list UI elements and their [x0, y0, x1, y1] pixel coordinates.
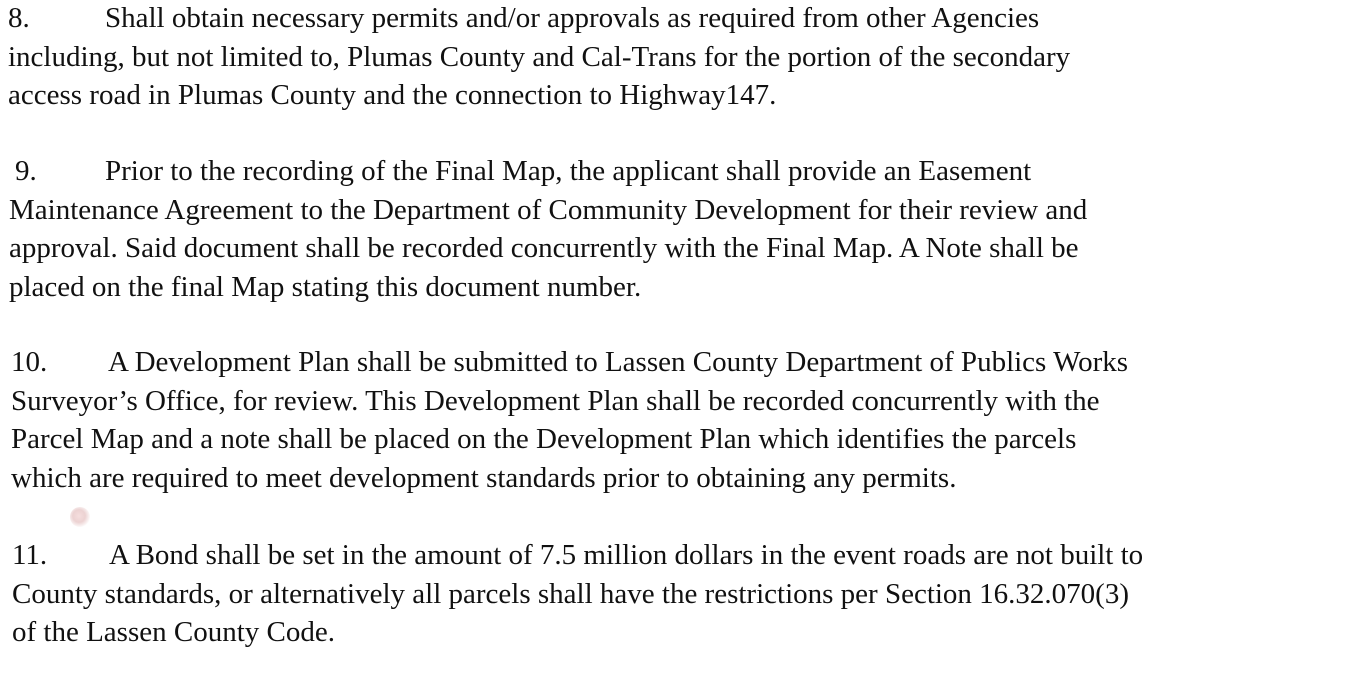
paragraph-number: 8. [8, 2, 30, 34]
paragraph-number: 11. [12, 539, 48, 571]
paragraph-text: A Bond shall be set in the amount of 7.5 million dollars in the event roads are not built to [109, 539, 1144, 571]
paragraph-line: approval. Said document shall be recorded concurrently with the Final Map. A Note shall be [9, 232, 1079, 264]
condition-9 [9, 152, 1339, 306]
paragraph-line [11, 343, 1341, 382]
paragraph-line: Maintenance Agreement to the Department of Community Development for their review and [9, 193, 1088, 226]
paragraph-line: Surveyor’s Office, for review. This Development Plan shall be recorded concurrently with the [11, 384, 1100, 417]
paragraph-line [9, 152, 1339, 191]
scan-artifact-mark [70, 507, 90, 527]
paragraph-text: Shall obtain necessary permits and/or approvals as required from other Agencies [105, 2, 1040, 34]
paragraph-line: which are required to meet development standards prior to obtaining any permits. [11, 461, 957, 494]
paragraph-number: 9. [15, 155, 37, 187]
paragraph-text: A Development Plan shall be submitted to Lassen County Department of Publics Works [108, 346, 1129, 378]
paragraph-line [12, 536, 1342, 575]
condition-11 [12, 536, 1342, 652]
paragraph-number: 10. [11, 346, 48, 378]
paragraph-line: access road in Plumas County and the connection to Highway147. [8, 79, 777, 111]
paragraph-text: Prior to the recording of the Final Map, the applicant shall provide an Easement [105, 155, 1032, 187]
paragraph-line [8, 0, 1338, 38]
paragraph-line: of the Lassen County Code. [12, 616, 335, 648]
paragraph-line: placed on the final Map stating this document number. [9, 270, 642, 303]
condition-10 [11, 343, 1341, 497]
paragraph-line: including, but not limited to, Plumas County and Cal-Trans for the portion of the secondary [8, 40, 1071, 73]
condition-8 [8, 0, 1338, 115]
paragraph-line: County standards, or alternatively all parcels shall have the restrictions per Section 16.32.070(3) [12, 577, 1129, 610]
paragraph-line: Parcel Map and a note shall be placed on the Development Plan which identifies the parcels [11, 423, 1077, 455]
